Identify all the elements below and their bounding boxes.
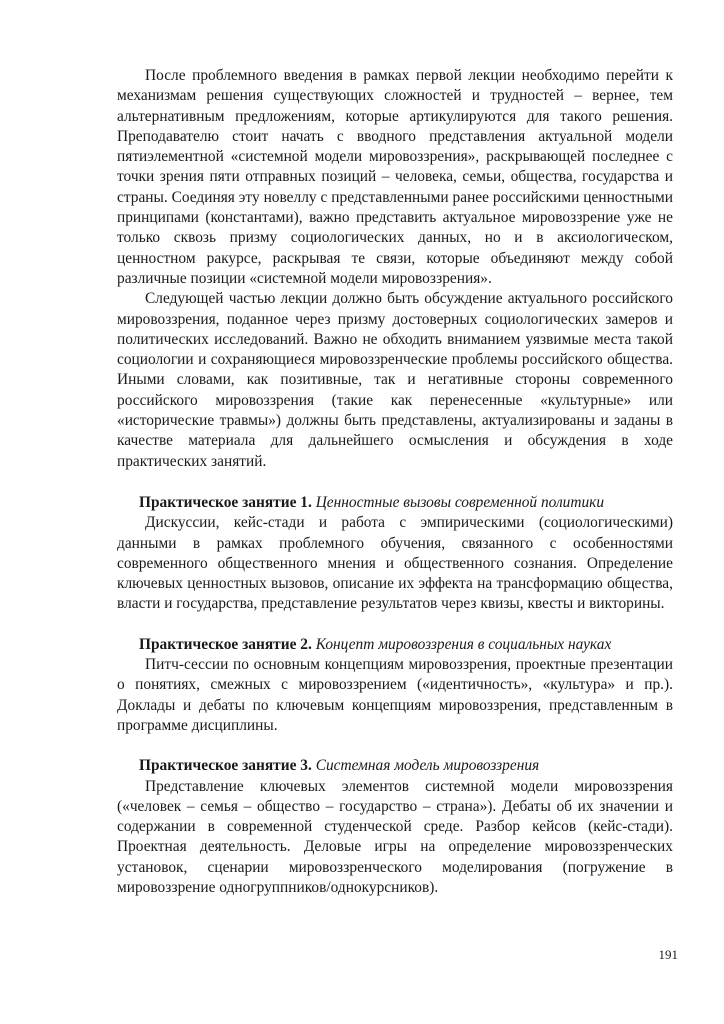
practical-section-3 <box>117 756 673 898</box>
intro-paragraph-1: После проблемного введения в рамках первой лекции необходимо перейти к механизмам решения существующих сложностей и трудностей – вернее, тем альтернативным предложениям, которые артикулируются для такого решения. Преподавателю стоит начать с вводного представления актуальной модели пятиэлементной «системной модели мировоззрения», раскрывающей последнее с точки зрения пяти отправных позиций – человека, семьи, общества, государства и страны. Соединяя эту новеллу с представленными ранее российскими ценностными принципами (константами), важно представить актуальное мировоззрение уже не только сквозь призму социологических данных, но и в аксиологическом, ценностном ракурсе, раскрывая те связи, которые объединяют между собой различные позиции «системной модели мировоззрения». <box>117 67 673 287</box>
document-page <box>117 66 673 898</box>
practical-subtitle-1: Ценностные вызовы современной политики <box>315 493 605 511</box>
practical-body-1: Дискуссии, кейс-стади и работа с эмпирическими (социологическими) данными в рамках проблемного обучения, связанного с особенностями современного общественного мнения и общественного сознания. Определение ключевых ценностных вызовов, описание их эффекта на трансформацию общества, власти и государства, представление результатов через квизы, квесты и викторины. <box>117 514 673 613</box>
practical-heading-2 <box>117 635 673 655</box>
intro-paragraph-2: Следующей частью лекции должно быть обсуждение актуального российского мировоззрения, поданное через призму достоверных социологических замеров и политических исследований. Важно не обходить вниманием уязвимые места такой социологии и сохраняющиеся мировоззренческие проблемы российского общества. Иными словами, как позитивные, так и негативные стороны современного российского мировоззрения (такие как перенесенные «культурные» или «исторические травмы») должны быть представлены, актуализированы и заданы в качестве материала для дальнейшего осмысления и обсуждения в ходе практических занятий. <box>117 290 673 470</box>
practical-heading-1 <box>117 493 673 513</box>
practical-body-2: Питч-сессии по основным концепциям мировоззрения, проектные презентации о понятиях, смежных с мировоззрением («идентичность», «культура» и пр.). Доклады и дебаты по ключевым концепциям мировоззрения, представленным в программе дисциплины. <box>117 656 673 734</box>
practical-subtitle-2: Концепт мировоззрения в социальных науках <box>315 635 612 653</box>
practical-section-2 <box>117 635 673 736</box>
practical-label-1: Практическое занятие 1. <box>139 493 312 511</box>
practical-heading-3 <box>117 756 673 776</box>
practical-subtitle-3: Системная модель мировоззрения <box>315 757 540 775</box>
practical-label-2: Практическое занятие 2. <box>139 635 312 653</box>
practical-label-3: Практическое занятие 3. <box>139 757 312 775</box>
practical-section-1 <box>117 493 673 615</box>
page-number: 191 <box>658 947 678 962</box>
practical-body-3: Представление ключевых элементов системной модели мировоззрения («человек – семья – общество – государство – страна»). Дебаты об их значении и содержании в современной студенческой среде. Разбор кейсов (кейс-стади). Проектная деятельность. Деловые игры на определение мировоззренческих установок, сценарии мировоззренческого моделирования (погружение в мировоззрение одногруппников/однокурсников). <box>117 777 673 896</box>
